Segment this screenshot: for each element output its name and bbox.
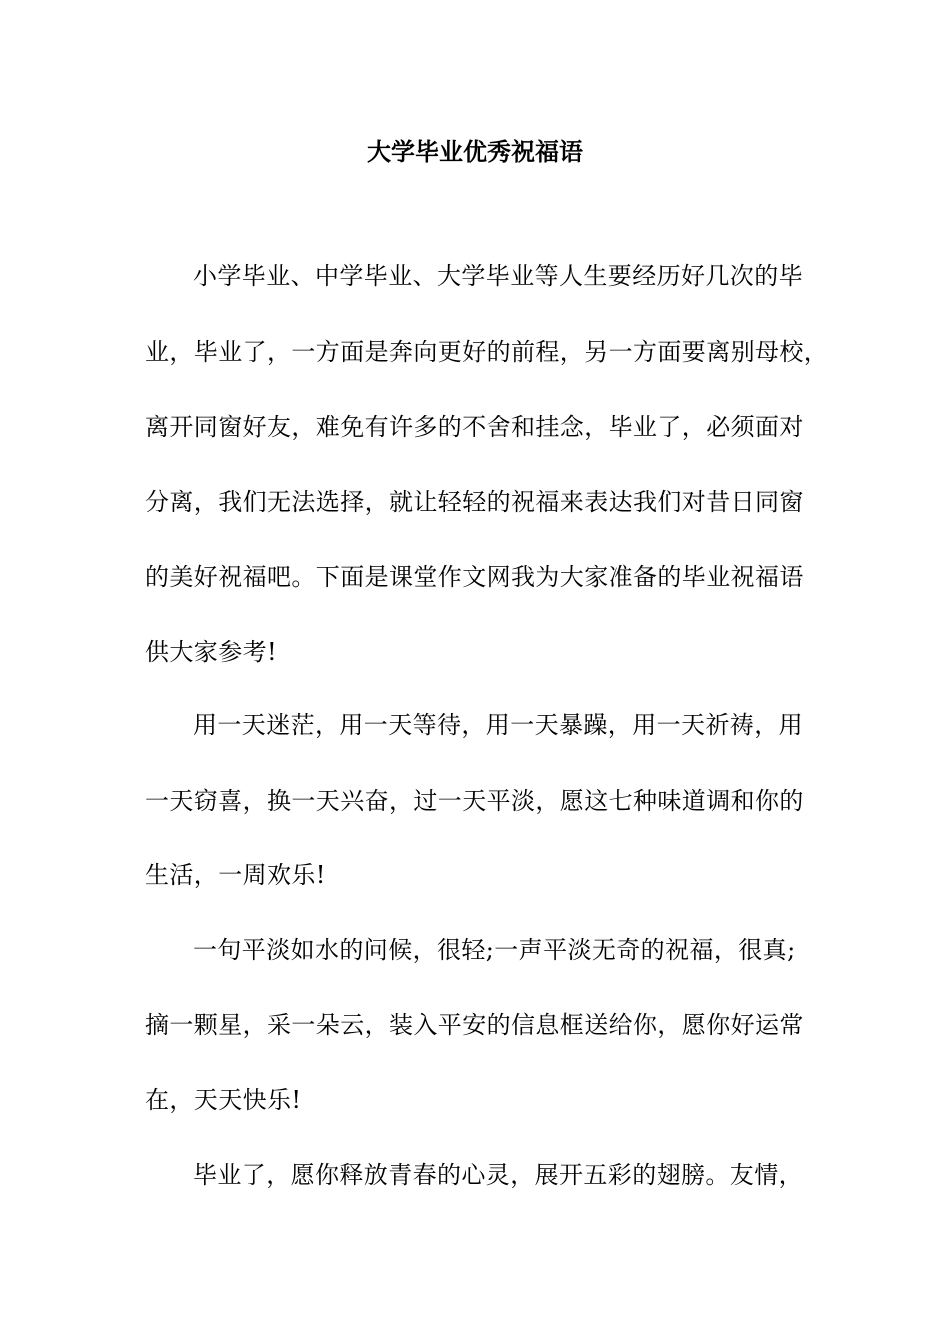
paragraph-line: 分离，我们无法选择，就让轻轻的祝福来表达我们对昔日同窗 — [145, 488, 804, 516]
paragraph-line: 毕业了，愿你释放青春的心灵，展开五彩的翅膀。友情， — [193, 1161, 803, 1189]
paragraph-line: 生活，一周欢乐! — [145, 861, 326, 889]
page-title: 大学毕业优秀祝福语 — [367, 137, 583, 166]
paragraph-line: 一天窃喜，换一天兴奋，过一天平淡，愿这七种味道调和你的 — [145, 787, 804, 815]
paragraph-line: 的美好祝福吧。下面是课堂作文网我为大家准备的毕业祝福语 — [145, 563, 804, 591]
paragraph-line: 一句平淡如水的问候，很轻;一声平淡无奇的祝福，很真; — [193, 936, 796, 964]
paragraph-line: 供大家参考! — [145, 638, 278, 666]
paragraph-line: 离开同窗好友，难免有许多的不舍和挂念，毕业了，必须面对 — [145, 413, 804, 441]
paragraph-line: 摘一颗星，采一朵云，装入平安的信息框送给你，愿你好运常 — [145, 1011, 804, 1039]
paragraph-line: 小学毕业、中学毕业、大学毕业等人生要经历好几次的毕 — [193, 262, 803, 290]
paragraph-line: 用一天迷茫，用一天等待，用一天暴躁，用一天祈祷，用 — [193, 711, 803, 739]
paragraph-line: 业，毕业了，一方面是奔向更好的前程，另一方面要离别母校， — [145, 338, 829, 366]
paragraph-line: 在，天天快乐! — [145, 1086, 302, 1114]
